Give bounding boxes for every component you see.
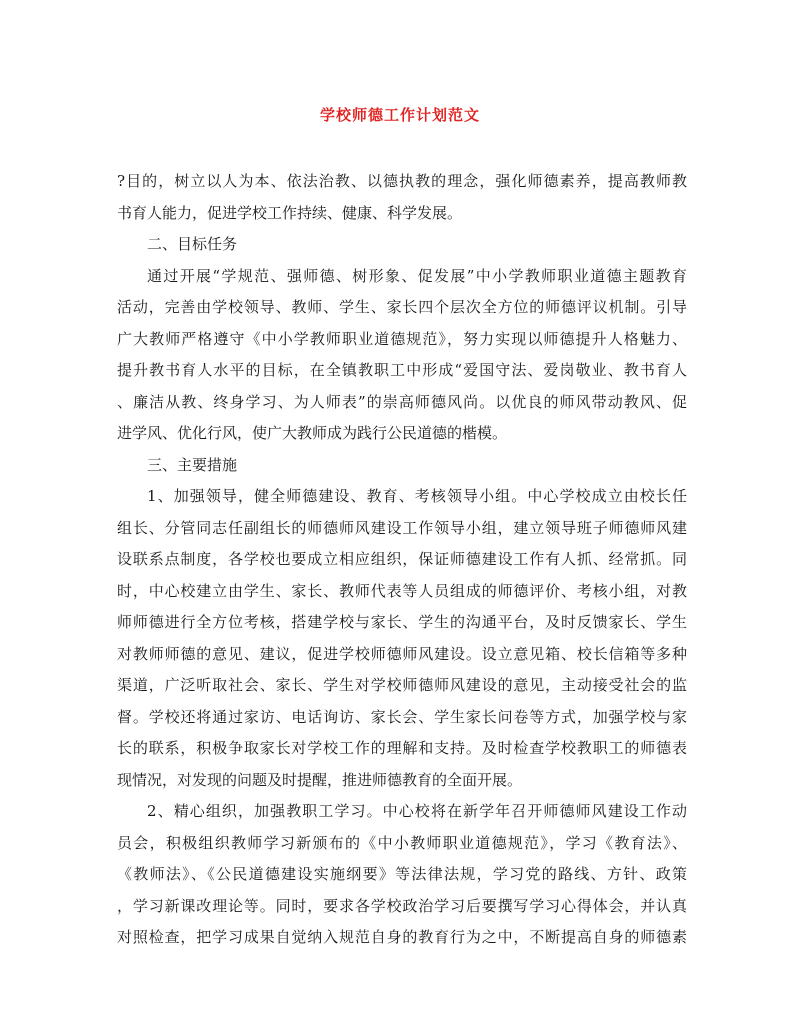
text-line: 对教师师德的意见、建议，促进学校师德师风建设。设立意见箱、校长信箱等多种 xyxy=(117,644,687,663)
text-line: 2、精心组织，加强教职工学习。中心校将在新学年召开师德师风建设工作动 xyxy=(147,802,687,820)
text-line: 时，中心校建立由学生、家长、教师代表等人员组成的师德评价、考核小组，对教 xyxy=(117,581,687,600)
text-line: 设联系点制度，各学校也要成立相应组织，保证师德建设工作有人抓、经常抓。同 xyxy=(117,550,687,568)
text-line: ，学习新课改理论等。同时，要求各学校政治学习后要撰写学习心得体会，并认真 xyxy=(117,896,687,915)
text-line: 《教师法》、《公民道德建设实施纲要》等法律法规，学习党的路线、方针、政策 xyxy=(117,865,687,883)
document-body xyxy=(117,166,687,954)
text-line: 渠道，广泛听取社会、家长、学生对学校师德师风建设的意见，主动接受社会的监 xyxy=(117,676,687,694)
text-line: 师师德进行全方位考核，搭建学校与家长、学生的沟通平台，及时反馈家长、学生 xyxy=(117,613,687,631)
text-line: 现情况，对发现的问题及时提醒，推进师德教育的全面开展。 xyxy=(117,770,523,789)
text-line: 、廉洁从教、终身学习、为人师表”的崇高师德风尚。以优良的师风带动教风、促 xyxy=(117,392,687,411)
text-line: 书育人能力，促进学校工作持续、健康、科学发展。 xyxy=(117,203,463,222)
text-line: 通过开展“学规范、强师德、树形象、促发展”中小学教师职业道德主题教育 xyxy=(147,266,687,285)
document-title: 学校师德工作计划范文 xyxy=(319,106,480,124)
text-line: 员会，积极组织教师学习新颁布的《中小教师职业道德规范》，学习《教育法》、 xyxy=(117,833,687,852)
text-line: 对照检查，把学习成果自觉纳入规范自身的教育行为之中，不断提高自身的师德素 xyxy=(117,928,687,946)
text-line: 进学风、优化行风，使广大教师成为践行公民道德的楷模。 xyxy=(117,424,508,442)
text-line: 长的联系，积极争取家长对学校工作的理解和支持。及时检查学校教职工的师德表 xyxy=(117,739,687,757)
text-line: 活动，完善由学校领导、教师、学生、家长四个层次全方位的师德评议机制。引导 xyxy=(117,298,687,316)
section-heading: 二、目标任务 xyxy=(147,235,238,253)
text-line: 组长、分管同志任副组长的师德师风建设工作领导小组，建立领导班子师德师风建 xyxy=(117,518,687,537)
text-line: ?目的，树立以人为本、依法治教、以德执教的理念，强化师德素养，提高教师教 xyxy=(117,172,687,190)
text-line: 提升教书育人水平的目标，在全镇教职工中形成“爱国守法、爱岗敬业、教书育人 xyxy=(117,361,687,379)
text-line: 广大教师严格遵守《中小学教师职业道德规范》，努力实现以师德提升人格魅力、 xyxy=(117,329,687,348)
section-heading: 三、主要措施 xyxy=(147,455,238,474)
text-line: 1、加强领导，健全师德建设、教育、考核领导小组。中心学校成立由校长任 xyxy=(147,487,687,505)
text-line: 督。学校还将通过家访、电话询访、家长会、学生家长问卷等方式，加强学校与家 xyxy=(117,707,687,726)
